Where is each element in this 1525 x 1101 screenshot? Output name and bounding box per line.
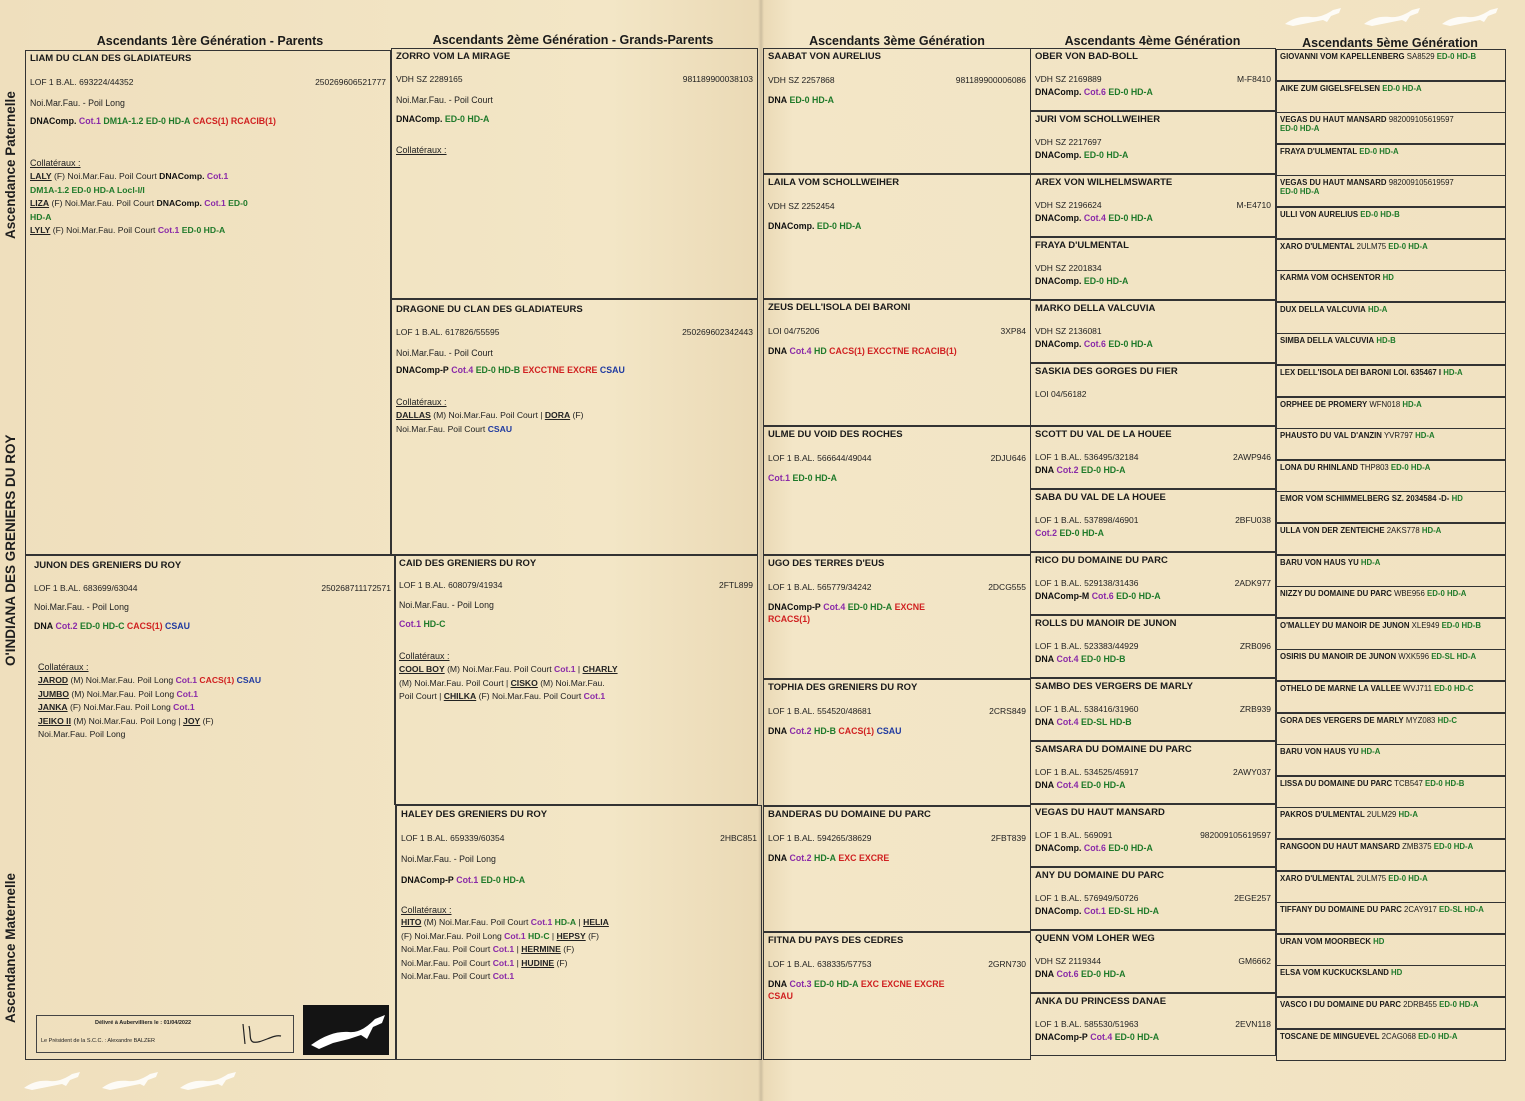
ancestor-name: OTHELO DE MARNE LA VALLEE WVJ711 ED-0 HD-C bbox=[1280, 684, 1474, 693]
ancestor-health: DNAComp. Cot.6 ED-0 HD-A bbox=[1035, 843, 1153, 853]
ancestor-gen4-card bbox=[1030, 615, 1276, 678]
ancestor-name: SAABAT VON AURELIUS bbox=[768, 51, 881, 62]
ancestor-name: NIZZY DU DOMAINE DU PARC WBE956 ED-0 HD-A bbox=[1280, 589, 1467, 598]
grandparent-collaterals: HITO (M) Noi.Mar.Fau. Poil Court Cot.1 HD-A | HELIA (F) Noi.Mar.Fau. Poil Long Cot.1 HD-C | HEPSY (F) Noi.Mar.Fau. Poil Court Cot.1 | HERMINE (F) Noi.Mar.Fau. Poil Court Cot.1 | HUDINE (F) Noi.Mar.Fau. Poil Court Cot.1 bbox=[401, 917, 609, 982]
dog-silhouette-icon bbox=[1283, 6, 1345, 28]
ancestor-name: XARO D'ULMENTAL 2ULM75 ED-0 HD-A bbox=[1280, 874, 1428, 883]
ancestor-name: UGO DES TERRES D'EUS bbox=[768, 558, 885, 569]
grandparent-name: HALEY DES GRENIERS DU ROY bbox=[401, 809, 548, 820]
grandparent-chip: 2FTL899 bbox=[718, 580, 753, 590]
ancestor-health: DNA Cot.2 HD-A EXC EXCRE bbox=[768, 853, 890, 863]
signature-icon bbox=[237, 1020, 287, 1048]
ancestor-health: DNAComp. ED-0 HD-A bbox=[1035, 276, 1129, 286]
ancestor-health: DNAComp. Cot.1 ED-SL HD-A bbox=[1035, 906, 1160, 916]
grandparent-registration: VDH SZ 2289165 bbox=[396, 74, 463, 84]
ancestor-name: VEGAS DU HAUT MANSARD bbox=[1035, 807, 1165, 818]
scc-logo-icon bbox=[303, 1005, 389, 1055]
ancestor-name: VEGAS DU HAUT MANSARD 982009105619597 ED-0 HD-A bbox=[1280, 115, 1454, 133]
ancestor-registration: LOF 1 B.AL. 534525/45917 bbox=[1035, 767, 1139, 777]
ancestor-health: DNAComp. ED-0 HD-A bbox=[768, 221, 862, 231]
ancestor-name: AIKE ZUM GIGELSFELSEN ED-0 HD-A bbox=[1280, 84, 1422, 93]
side-label-dog-name: O'INDIANA DES GRENIERS DU ROY bbox=[3, 434, 18, 666]
ancestor-health: DNA Cot.4 ED-0 HD-B bbox=[1035, 654, 1126, 664]
ancestor-gen5-card bbox=[1276, 397, 1506, 429]
ancestor-registration: VDH SZ 2196624 bbox=[1035, 200, 1102, 210]
dog-silhouette-icon bbox=[1440, 6, 1502, 28]
ancestor-name: O'MALLEY DU MANOIR DE JUNON XLE949 ED-0 HD-B bbox=[1280, 621, 1482, 630]
ancestor-chip: 2AWP946 bbox=[1233, 452, 1271, 462]
ancestor-registration: VDH SZ 2257868 bbox=[768, 75, 835, 85]
ancestor-registration: LOI 04/75206 bbox=[768, 326, 820, 336]
ancestor-name: RICO DU DOMAINE DU PARC bbox=[1035, 555, 1168, 566]
ancestor-chip: GM6662 bbox=[1238, 956, 1271, 966]
president-statement: Le Président de la S.C.C. : Alexandre BALZER bbox=[41, 1038, 156, 1044]
grandparent-health: DNAComp-P Cot.4 ED-0 HD-B EXCCTNE EXCRE CSAU bbox=[396, 365, 625, 375]
ancestor-name: SCOTT DU VAL DE LA HOUEE bbox=[1035, 429, 1172, 440]
ancestor-name: OBER VON BAD-BOLL bbox=[1035, 51, 1138, 62]
ancestor-gen5-card bbox=[1276, 713, 1506, 745]
ancestor-registration: LOF 1 B.AL. 569091 bbox=[1035, 830, 1113, 840]
ancestor-gen4-card bbox=[1030, 993, 1276, 1056]
grandparent-card-2 bbox=[391, 299, 758, 555]
ancestor-name: JURI VOM SCHOLLWEIHER bbox=[1035, 114, 1161, 125]
ancestor-registration: LOF 1 B.AL. 565779/34242 bbox=[768, 582, 872, 592]
ancestor-name: ZEUS DELL'ISOLA DEI BARONI bbox=[768, 302, 911, 313]
ancestor-name: BARU VON HAUS YU HD-A bbox=[1280, 558, 1381, 567]
ancestor-name: LISSA DU DOMAINE DU PARC TCB547 ED-0 HD-B bbox=[1280, 779, 1465, 788]
dam-collateral-label: Collatéraux : bbox=[38, 662, 89, 672]
ancestor-gen5-card bbox=[1276, 144, 1506, 176]
grandparent-name: DRAGONE DU CLAN DES GLADIATEURS bbox=[396, 304, 583, 315]
ancestor-gen5-card bbox=[1276, 776, 1506, 808]
ancestor-gen4-card bbox=[1030, 300, 1276, 363]
grandparent-registration: LOF 1 B.AL. 659339/60354 bbox=[401, 833, 505, 843]
ancestor-health: DNAComp-M Cot.6 ED-0 HD-A bbox=[1035, 591, 1161, 601]
grandparent-coat: Noi.Mar.Fau. - Poil Court bbox=[396, 348, 493, 358]
ancestor-gen4-card bbox=[1030, 363, 1276, 426]
ancestor-name: ULLA VON DER ZENTEICHE 2AKS778 HD-A bbox=[1280, 526, 1442, 535]
sire-registration: LOF 1 B.AL. 693224/44352 bbox=[30, 77, 134, 87]
ancestor-chip: 2EVN118 bbox=[1235, 1019, 1271, 1029]
ancestor-registration: LOF 1 B.AL. 576949/50726 bbox=[1035, 893, 1139, 903]
ancestor-name: SIMBA DELLA VALCUVIA HD-B bbox=[1280, 336, 1396, 345]
ancestor-name: TIFFANY DU DOMAINE DU PARC 2CAY917 ED-SL HD-A bbox=[1280, 905, 1484, 914]
ancestor-registration: VDH SZ 2119344 bbox=[1035, 956, 1101, 966]
grandparent-collateral-label: Collatéraux : bbox=[396, 145, 447, 155]
ancestor-name: ULLI VON AURELIUS ED-0 HD-B bbox=[1280, 210, 1400, 219]
ancestor-gen5-card bbox=[1276, 207, 1506, 239]
ancestor-chip: 2EGE257 bbox=[1234, 893, 1271, 903]
ancestor-name: FITNA DU PAYS DES CEDRES bbox=[768, 935, 904, 946]
ancestor-registration: LOF 1 B.AL. 536495/32184 bbox=[1035, 452, 1139, 462]
ancestor-gen3-card bbox=[763, 426, 1031, 555]
ancestor-health: DNA Cot.4 ED-SL HD-B bbox=[1035, 717, 1132, 727]
ancestor-gen5-card bbox=[1276, 681, 1506, 713]
ancestor-health: DNA Cot.6 ED-0 HD-A bbox=[1035, 969, 1126, 979]
ancestor-name: OSIRIS DU MANOIR DE JUNON WXK596 ED-SL HD-A bbox=[1280, 652, 1477, 661]
ancestor-registration: VDH SZ 2252454 bbox=[768, 201, 835, 211]
header-generation-2: Ascendants 2ème Génération - Grands-Parents bbox=[432, 33, 714, 47]
ancestor-health: DNAComp. ED-0 HD-A bbox=[1035, 150, 1129, 160]
grandparent-collaterals: DALLAS (M) Noi.Mar.Fau. Poil Court | DORA (F) Noi.Mar.Fau. Poil Court CSAU bbox=[396, 410, 584, 434]
certification-box bbox=[36, 1015, 294, 1053]
ancestor-gen3-card bbox=[763, 299, 1031, 426]
ancestor-gen5-card bbox=[1276, 997, 1506, 1029]
ancestor-health: DNA Cot.4 ED-0 HD-A bbox=[1035, 780, 1126, 790]
ancestor-gen5-card bbox=[1276, 491, 1506, 523]
ancestor-gen5-card bbox=[1276, 302, 1506, 334]
ancestor-health: DNA Cot.3 ED-0 HD-A EXC EXCNE EXCRE CSAU bbox=[768, 979, 945, 1001]
ancestor-gen4-card bbox=[1030, 426, 1276, 489]
ancestor-name: RANGOON DU HAUT MANSARD ZMB375 ED-0 HD-A bbox=[1280, 842, 1474, 851]
ancestor-name: URAN VOM MOORBECK HD bbox=[1280, 937, 1385, 946]
ancestor-gen4-card bbox=[1030, 552, 1276, 615]
ancestor-chip: ZRB939 bbox=[1239, 704, 1271, 714]
grandparent-health: DNAComp. ED-0 HD-A bbox=[396, 114, 490, 124]
ancestor-gen5-card bbox=[1276, 618, 1506, 650]
ancestor-registration: VDH SZ 2136081 bbox=[1035, 326, 1102, 336]
ancestor-gen5-card bbox=[1276, 839, 1506, 871]
ancestor-gen5-card bbox=[1276, 460, 1506, 492]
ancestor-gen5-card bbox=[1276, 523, 1506, 555]
ancestor-gen3-card bbox=[763, 555, 1031, 679]
ancestor-name: VEGAS DU HAUT MANSARD 982009105619597 ED-0 HD-A bbox=[1280, 178, 1454, 196]
delivery-statement: Délivré à Aubervilliers le : 01/04/2022 bbox=[95, 1020, 192, 1026]
ancestor-name: PAKROS D'ULMENTAL 2ULM29 HD-A bbox=[1280, 810, 1419, 819]
ancestor-name: ORPHEE DE PROMERY WFN018 HD-A bbox=[1280, 400, 1422, 409]
dog-silhouette-icon bbox=[1362, 6, 1424, 28]
ancestor-name: ULME DU VOID DES ROCHES bbox=[768, 429, 903, 440]
ancestor-chip: 3XP84 bbox=[1000, 326, 1026, 336]
grandparent-chip: 981189900038103 bbox=[682, 74, 753, 84]
ancestor-gen4-card bbox=[1030, 174, 1276, 237]
ancestor-health: DNAComp. Cot.6 ED-0 HD-A bbox=[1035, 339, 1153, 349]
side-label-paternal: Ascendance Paternelle bbox=[3, 91, 18, 239]
grandparent-chip: 2HBC851 bbox=[720, 833, 757, 843]
grandparent-card-3 bbox=[394, 555, 758, 805]
dam-chip: 250268711172571 bbox=[321, 583, 391, 593]
ancestor-chip: M-F8410 bbox=[1236, 74, 1271, 84]
ancestor-gen5-card bbox=[1276, 871, 1506, 903]
ancestor-name: SASKIA DES GORGES DU FIER bbox=[1035, 366, 1178, 377]
ancestor-name: ROLLS DU MANOIR DE JUNON bbox=[1035, 618, 1177, 629]
ancestor-name: SAMSARA DU DOMAINE DU PARC bbox=[1035, 744, 1192, 755]
ancestor-name: BANDERAS DU DOMAINE DU PARC bbox=[768, 809, 931, 820]
ancestor-health: DNAComp. Cot.4 ED-0 HD-A bbox=[1035, 213, 1153, 223]
ancestor-health: DNA Cot.2 ED-0 HD-A bbox=[1035, 465, 1126, 475]
ancestor-gen4-card bbox=[1030, 741, 1276, 804]
ancestor-chip: 982009105619597 bbox=[1200, 830, 1271, 840]
ancestor-gen4-card bbox=[1030, 804, 1276, 867]
dam-name: JUNON DES GRENIERS DU ROY bbox=[34, 560, 182, 571]
ancestor-chip: 2FBT839 bbox=[991, 833, 1026, 843]
dam-collaterals: JAROD (M) Noi.Mar.Fau. Poil Long Cot.1 CACS(1) CSAU JUMBO (M) Noi.Mar.Fau. Poil Long Cot.1 JANKA (F) Noi.Mar.Fau. Poil Long Cot.1 JEIKO II (M) Noi.Mar.Fau. Poil Long | JOY (F) Noi.Mar.Fau. Poil Long bbox=[38, 675, 262, 740]
ancestor-registration: LOF 1 B.AL. 529138/31436 bbox=[1035, 578, 1139, 588]
header-generation-1: Ascendants 1ère Génération - Parents bbox=[96, 34, 324, 48]
ancestor-name: LEX DELL'ISOLA DEI BARONI LOI. 635467 I HD-A bbox=[1280, 368, 1463, 377]
ancestor-registration: LOF 1 B.AL. 594265/38629 bbox=[768, 833, 872, 843]
ancestor-health: Cot.1 ED-0 HD-A bbox=[768, 473, 837, 483]
ancestor-health: DNA Cot.4 HD CACS(1) EXCCTNE RCACIB(1) bbox=[768, 346, 957, 356]
ancestor-gen5-card bbox=[1276, 965, 1506, 997]
ancestor-chip: 981189900006086 bbox=[955, 75, 1026, 85]
ancestor-chip: 2DCG555 bbox=[988, 582, 1026, 592]
sire-health: DNAComp. Cot.1 DM1A-1.2 ED-0 HD-A CACS(1) RCACIB(1) bbox=[30, 116, 276, 126]
grandparent-collateral-label: Collatéraux : bbox=[399, 651, 450, 661]
sire-chip: 250269606521777 bbox=[315, 77, 386, 87]
ancestor-name: GORA DES VERGERS DE MARLY MYZ083 HD-C bbox=[1280, 716, 1458, 725]
header-generation-3: Ascendants 3ème Génération bbox=[809, 34, 985, 48]
ancestor-gen5-card bbox=[1276, 365, 1506, 397]
ancestor-gen5-card bbox=[1276, 555, 1506, 587]
ancestor-gen4-card bbox=[1030, 111, 1276, 174]
ancestor-name: BARU VON HAUS YU HD-A bbox=[1280, 747, 1381, 756]
ancestor-registration: LOF 1 B.AL. 585530/51963 bbox=[1035, 1019, 1139, 1029]
ancestor-registration: VDH SZ 2201834 bbox=[1035, 263, 1102, 273]
ancestor-gen3-card bbox=[763, 932, 1031, 1060]
ancestor-name: LONA DU RHINLAND THP803 ED-0 HD-A bbox=[1280, 463, 1431, 472]
header-generation-4: Ascendants 4ème Génération bbox=[1064, 34, 1241, 48]
ancestor-name: ANKA DU PRINCESS DANAE bbox=[1035, 996, 1167, 1007]
ancestor-gen5-card bbox=[1276, 649, 1506, 681]
dam-health: DNA Cot.2 ED-0 HD-C CACS(1) CSAU bbox=[34, 621, 190, 631]
ancestor-gen5-card bbox=[1276, 49, 1506, 81]
grandparent-name: CAID DES GRENIERS DU ROY bbox=[399, 558, 537, 569]
ancestor-gen5-card bbox=[1276, 807, 1506, 839]
ancestor-gen5-card bbox=[1276, 112, 1506, 144]
ancestor-gen5-card bbox=[1276, 239, 1506, 271]
ancestor-chip: ZRB096 bbox=[1239, 641, 1271, 651]
ancestor-gen5-card bbox=[1276, 428, 1506, 460]
dam-card bbox=[25, 555, 396, 1060]
dam-registration: LOF 1 B.AL. 683699/63044 bbox=[34, 583, 138, 593]
ancestor-health: DNAComp. Cot.6 ED-0 HD-A bbox=[1035, 87, 1153, 97]
ancestor-name: EMOR VOM SCHIMMELBERG SZ. 2034584 -D- HD bbox=[1280, 494, 1463, 503]
ancestor-gen5-card bbox=[1276, 333, 1506, 365]
ancestor-chip: 2AWY037 bbox=[1233, 767, 1271, 777]
ancestor-gen4-card bbox=[1030, 678, 1276, 741]
grandparent-registration: LOF 1 B.AL. 617826/55595 bbox=[396, 327, 500, 337]
sire-card bbox=[25, 50, 391, 555]
grandparent-coat: Noi.Mar.Fau. - Poil Court bbox=[396, 95, 493, 105]
ancestor-gen4-card bbox=[1030, 867, 1276, 930]
dam-coat: Noi.Mar.Fau. - Poil Long bbox=[34, 602, 129, 612]
grandparent-collateral-label: Collatéraux : bbox=[401, 905, 452, 915]
ancestor-registration: VDH SZ 2217697 bbox=[1035, 137, 1102, 147]
ancestor-gen5-card bbox=[1276, 81, 1506, 113]
grandparent-name: ZORRO VOM LA MIRAGE bbox=[396, 51, 511, 62]
ancestor-name: ELSA VOM KUCKUCKSLAND HD bbox=[1280, 968, 1403, 977]
ancestor-registration: LOF 1 B.AL. 537898/46901 bbox=[1035, 515, 1139, 525]
grandparent-health: Cot.1 HD-C bbox=[399, 619, 446, 629]
ancestor-name: FRAYA D'ULMENTAL bbox=[1035, 240, 1129, 251]
grandparent-chip: 250269602342443 bbox=[682, 327, 753, 337]
ancestor-name: ANY DU DOMAINE DU PARC bbox=[1035, 870, 1164, 881]
ancestor-name: TOPHIA DES GRENIERS DU ROY bbox=[768, 682, 918, 693]
ancestor-gen5-card bbox=[1276, 586, 1506, 618]
dog-silhouette-icon bbox=[178, 1070, 240, 1092]
ancestor-registration: LOF 1 B.AL. 554520/48681 bbox=[768, 706, 872, 716]
grandparent-health: DNAComp-P Cot.1 ED-0 HD-A bbox=[401, 875, 526, 885]
ancestor-name: GIOVANNI VOM KAPELLENBERG SA8529 ED-0 HD-B bbox=[1280, 52, 1477, 61]
ancestor-gen4-card bbox=[1030, 930, 1276, 993]
ancestor-registration: LOF 1 B.AL. 538416/31960 bbox=[1035, 704, 1139, 714]
ancestor-gen5-card bbox=[1276, 1029, 1506, 1061]
ancestor-chip: M-E4710 bbox=[1236, 200, 1271, 210]
ancestor-gen3-card bbox=[763, 48, 1031, 174]
ancestor-gen5-card bbox=[1276, 270, 1506, 302]
ancestor-name: XARO D'ULMENTAL 2ULM75 ED-0 HD-A bbox=[1280, 242, 1428, 251]
ancestor-name: FRAYA D'ULMENTAL ED-0 HD-A bbox=[1280, 147, 1399, 156]
ancestor-chip: 2DJU646 bbox=[990, 453, 1026, 463]
ancestor-health: DNA Cot.2 HD-B CACS(1) CSAU bbox=[768, 726, 902, 736]
ancestor-chip: 2ADK977 bbox=[1234, 578, 1271, 588]
ancestor-gen4-card bbox=[1030, 237, 1276, 300]
header-generation-5: Ascendants 5ème Génération bbox=[1302, 36, 1478, 50]
ancestor-name: SABA DU VAL DE LA HOUEE bbox=[1035, 492, 1166, 503]
grandparent-card-1 bbox=[391, 48, 758, 299]
side-label-maternal: Ascendance Maternelle bbox=[3, 872, 18, 1023]
grandparent-card-4 bbox=[396, 805, 762, 1060]
ancestor-gen4-card bbox=[1030, 489, 1276, 552]
grandparent-collaterals: COOL BOY (M) Noi.Mar.Fau. Poil Court Cot.1 | CHARLY (M) Noi.Mar.Fau. Poil Court | CISKO (M) Noi.Mar.Fau. Poil Court | CHILKA (F) Noi.Mar.Fau. Poil Court Cot.1 bbox=[399, 664, 618, 702]
ancestor-chip: 2BFU038 bbox=[1235, 515, 1271, 525]
ancestor-chip: 2CRS849 bbox=[989, 706, 1026, 716]
sire-name: LIAM DU CLAN DES GLADIATEURS bbox=[30, 53, 192, 64]
ancestor-name: KARMA VOM OCHSENTOR HD bbox=[1280, 273, 1394, 282]
ancestor-registration: VDH SZ 2169889 bbox=[1035, 74, 1102, 84]
grandparent-collateral-label: Collatéraux : bbox=[396, 397, 447, 407]
ancestor-name: SAMBO DES VERGERS DE MARLY bbox=[1035, 681, 1194, 692]
ancestor-name: MARKO DELLA VALCUVIA bbox=[1035, 303, 1156, 314]
sire-coat: Noi.Mar.Fau. - Poil Long bbox=[30, 98, 125, 108]
ancestor-name: LAILA VOM SCHOLLWEIHER bbox=[768, 177, 900, 188]
sire-collateral-label: Collatéraux : bbox=[30, 158, 81, 168]
ancestor-name: DUX DELLA VALCUVIA HD-A bbox=[1280, 305, 1388, 314]
ancestor-registration: LOF 1 B.AL. 566644/49044 bbox=[768, 453, 872, 463]
ancestor-gen5-card bbox=[1276, 744, 1506, 776]
ancestor-name: PHAUSTO DU VAL D'ANZIN YVR797 HD-A bbox=[1280, 431, 1435, 440]
ancestor-health: DNAComp-P Cot.4 ED-0 HD-A EXCNE RCACS(1) bbox=[768, 602, 925, 624]
ancestor-health: DNAComp-P Cot.4 ED-0 HD-A bbox=[1035, 1032, 1160, 1042]
dog-silhouette-icon bbox=[100, 1070, 162, 1092]
ancestor-gen3-card bbox=[763, 174, 1031, 299]
sire-collaterals: LALY (F) Noi.Mar.Fau. Poil Court DNAComp. Cot.1 DM1A-1.2 ED-0 HD-A Locl-I/I LIZA (F) Noi.Mar.Fau. Poil Court DNAComp. Cot.1 ED-0 HD-A LYLY (F) Noi.Mar.Fau. Poil Court Cot.1 ED-0 HD-A bbox=[30, 171, 248, 236]
ancestor-name: AREX VON WILHELMSWARTE bbox=[1035, 177, 1173, 188]
ancestor-gen3-card bbox=[763, 679, 1031, 806]
ancestor-gen5-card bbox=[1276, 934, 1506, 966]
ancestor-gen5-card bbox=[1276, 902, 1506, 934]
ancestor-registration: LOF 1 B.AL. 523383/44929 bbox=[1035, 641, 1139, 651]
grandparent-coat: Noi.Mar.Fau. - Poil Long bbox=[401, 854, 496, 864]
ancestor-name: TOSCANE DE MINGUEVEL 2CAG068 ED-0 HD-A bbox=[1280, 1032, 1458, 1041]
ancestor-gen5-card bbox=[1276, 175, 1506, 207]
ancestor-registration: LOF 1 B.AL. 638335/57753 bbox=[768, 959, 872, 969]
ancestor-gen3-card bbox=[763, 806, 1031, 932]
ancestor-name: QUENN VOM LOHER WEG bbox=[1035, 933, 1155, 944]
ancestor-registration: LOI 04/56182 bbox=[1035, 389, 1087, 399]
ancestor-chip: 2GRN730 bbox=[988, 959, 1026, 969]
ancestor-health: Cot.2 ED-0 HD-A bbox=[1035, 528, 1104, 538]
grandparent-coat: Noi.Mar.Fau. - Poil Long bbox=[399, 600, 494, 610]
dog-silhouette-icon bbox=[22, 1070, 84, 1092]
ancestor-name: VASCO I DU DOMAINE DU PARC 2DRB455 ED-0 HD-A bbox=[1280, 1000, 1479, 1009]
grandparent-registration: LOF 1 B.AL. 608079/41934 bbox=[399, 580, 503, 590]
ancestor-health: DNA ED-0 HD-A bbox=[768, 95, 834, 105]
ancestor-gen4-card bbox=[1030, 48, 1276, 111]
